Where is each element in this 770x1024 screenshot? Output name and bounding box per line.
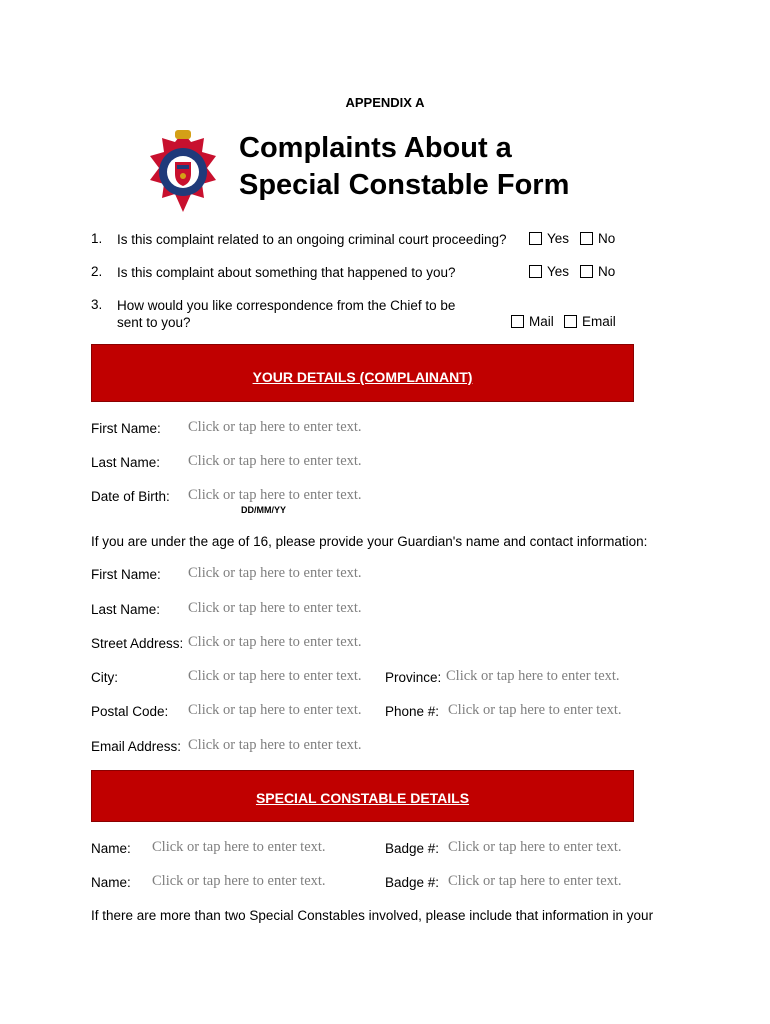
question-3-number: 3. xyxy=(91,297,103,312)
city-field[interactable]: Click or tap here to enter text. xyxy=(188,668,362,684)
street-address-label: Street Address: xyxy=(91,636,184,651)
dob-label: Date of Birth: xyxy=(91,489,170,504)
question-2-text: Is this complaint about something that happened to you? xyxy=(117,265,456,280)
last-name-field[interactable]: Click or tap here to enter text. xyxy=(188,453,362,469)
phone-label: Phone #: xyxy=(385,704,440,719)
constable-2-badge-field[interactable]: Click or tap here to enter text. xyxy=(448,873,622,889)
last-name-label: Last Name: xyxy=(91,455,161,470)
constable-1-badge-field[interactable]: Click or tap here to enter text. xyxy=(448,839,622,855)
dob-format-hint: DD/MM/YY xyxy=(241,505,286,515)
page-title xyxy=(239,130,569,204)
guardian-intro: If you are under the age of 16, please provide your Guardian's name and contact information: xyxy=(91,534,648,549)
province-label: Province: xyxy=(385,670,442,685)
street-address-field[interactable]: Click or tap here to enter text. xyxy=(188,634,362,650)
q3-email-option[interactable]: Email xyxy=(564,314,616,329)
police-crest-icon xyxy=(146,128,220,214)
constable-2-name-field[interactable]: Click or tap here to enter text. xyxy=(152,873,326,889)
postal-code-label: Postal Code: xyxy=(91,704,169,719)
first-name-field[interactable]: Click or tap here to enter text. xyxy=(188,419,362,435)
first-name-label: First Name: xyxy=(91,421,161,436)
crown-icon xyxy=(175,130,191,139)
constable-2-name-label: Name: xyxy=(91,875,131,890)
q1-no-checkbox[interactable] xyxy=(580,232,593,245)
q1-yes-option[interactable]: Yes xyxy=(529,231,569,246)
question-3-text xyxy=(117,297,455,331)
special-constable-section-banner: SPECIAL CONSTABLE DETAILS xyxy=(91,770,634,822)
constable-2-badge-label: Badge #: xyxy=(385,875,440,890)
question-1-number: 1. xyxy=(91,231,103,246)
title-line-2: Special Constable Form xyxy=(239,169,570,201)
q2-yes-checkbox[interactable] xyxy=(529,265,542,278)
postal-code-field[interactable]: Click or tap here to enter text. xyxy=(188,702,362,718)
constable-1-name-field[interactable]: Click or tap here to enter text. xyxy=(152,839,326,855)
additional-constables-note: If there are more than two Special Constables involved, please include that information in your xyxy=(91,908,654,923)
guardian-last-name-field[interactable]: Click or tap here to enter text. xyxy=(188,600,362,616)
guardian-first-name-field[interactable]: Click or tap here to enter text. xyxy=(188,565,362,581)
q3-email-checkbox[interactable] xyxy=(564,315,577,328)
guardian-last-name-label: Last Name: xyxy=(91,602,161,617)
email-address-label: Email Address: xyxy=(91,739,182,754)
dob-field[interactable]: Click or tap here to enter text. xyxy=(188,487,362,503)
province-field[interactable]: Click or tap here to enter text. xyxy=(446,668,620,684)
q3-mail-option[interactable]: Mail xyxy=(511,314,554,329)
constable-1-name-label: Name: xyxy=(91,841,131,856)
phone-field[interactable]: Click or tap here to enter text. xyxy=(448,702,622,718)
title-line-1: Complaints About a xyxy=(239,132,512,164)
question-1-text: Is this complaint related to an ongoing criminal court proceeding? xyxy=(117,232,507,247)
q2-no-checkbox[interactable] xyxy=(580,265,593,278)
guardian-first-name-label: First Name: xyxy=(91,567,161,582)
question-3-line-1: How would you like correspondence from the Chief to be xyxy=(117,298,456,313)
q2-yes-option[interactable]: Yes xyxy=(529,264,569,279)
appendix-label: APPENDIX A xyxy=(345,95,425,110)
q2-no-option[interactable]: No xyxy=(580,264,615,279)
complainant-section-banner: YOUR DETAILS (COMPLAINANT) xyxy=(91,344,634,402)
email-address-field[interactable]: Click or tap here to enter text. xyxy=(188,737,362,753)
q1-no-option[interactable]: No xyxy=(580,231,615,246)
q3-mail-checkbox[interactable] xyxy=(511,315,524,328)
q1-yes-checkbox[interactable] xyxy=(529,232,542,245)
city-label: City: xyxy=(91,670,118,685)
question-2-number: 2. xyxy=(91,264,103,279)
question-3-line-2: sent to you? xyxy=(117,315,191,330)
constable-1-badge-label: Badge #: xyxy=(385,841,440,856)
